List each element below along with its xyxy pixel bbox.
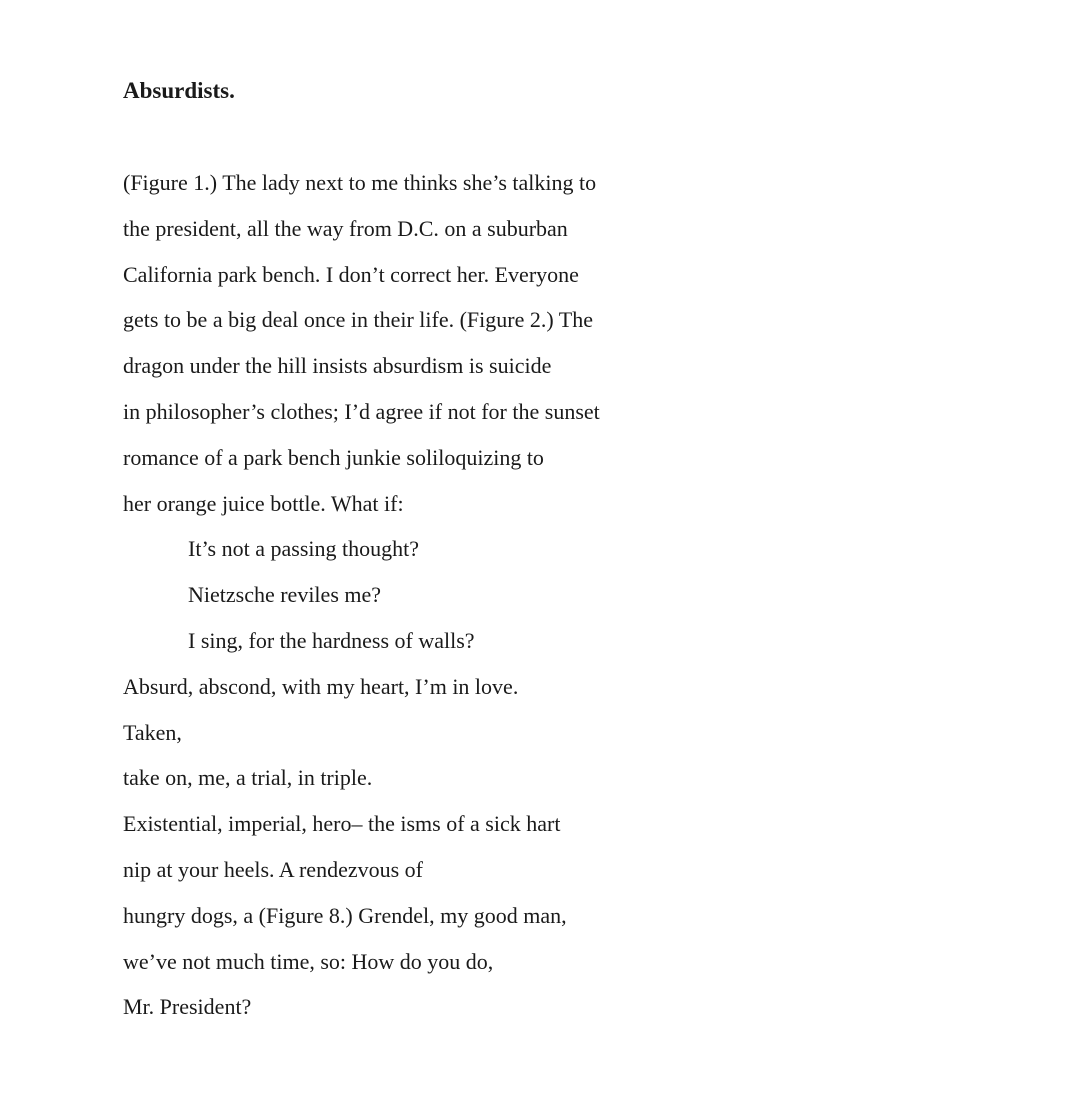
poem-line: nip at your heels. A rendezvous of	[123, 856, 423, 882]
poem-line: Absurd, abscond, with my heart, I’m in love.	[123, 673, 519, 699]
poem-line: her orange juice bottle. What if:	[123, 490, 404, 516]
poem-line: It’s not a passing thought?	[188, 536, 419, 562]
poem-line: the president, all the way from D.C. on a suburban	[123, 215, 568, 241]
poem-line: take on, me, a trial, in triple.	[123, 765, 373, 791]
poem-line: Nietzsche reviles me?	[188, 582, 382, 608]
poem-line: dragon under the hill insists absurdism is suicide	[123, 353, 552, 379]
poem-line: (Figure 1.) The lady next to me thinks she’s talking to	[123, 170, 597, 195]
poem-line: hungry dogs, a (Figure 8.) Grendel, my good man,	[123, 902, 567, 928]
poem-line: we’ve not much time, so: How do you do,	[123, 948, 494, 974]
poem-line: California park bench. I don’t correct her. Everyone	[123, 261, 579, 287]
poem-line: Mr. President?	[123, 994, 252, 1020]
poem-title: Absurdists.	[123, 78, 235, 103]
poem-line: I sing, for the hardness of walls?	[188, 627, 475, 653]
poem-line: Existential, imperial, hero– the isms of a sick hart	[123, 811, 561, 837]
poem-line: in philosopher’s clothes; I’d agree if not for the sunset	[123, 398, 600, 424]
poem-line: gets to be a big deal once in their life. (Figure 2.) The	[123, 307, 594, 333]
poem-line: Taken,	[123, 719, 182, 745]
poem-line: romance of a park bench junkie soliloquizing to	[123, 444, 544, 470]
poem-body	[123, 164, 600, 1034]
